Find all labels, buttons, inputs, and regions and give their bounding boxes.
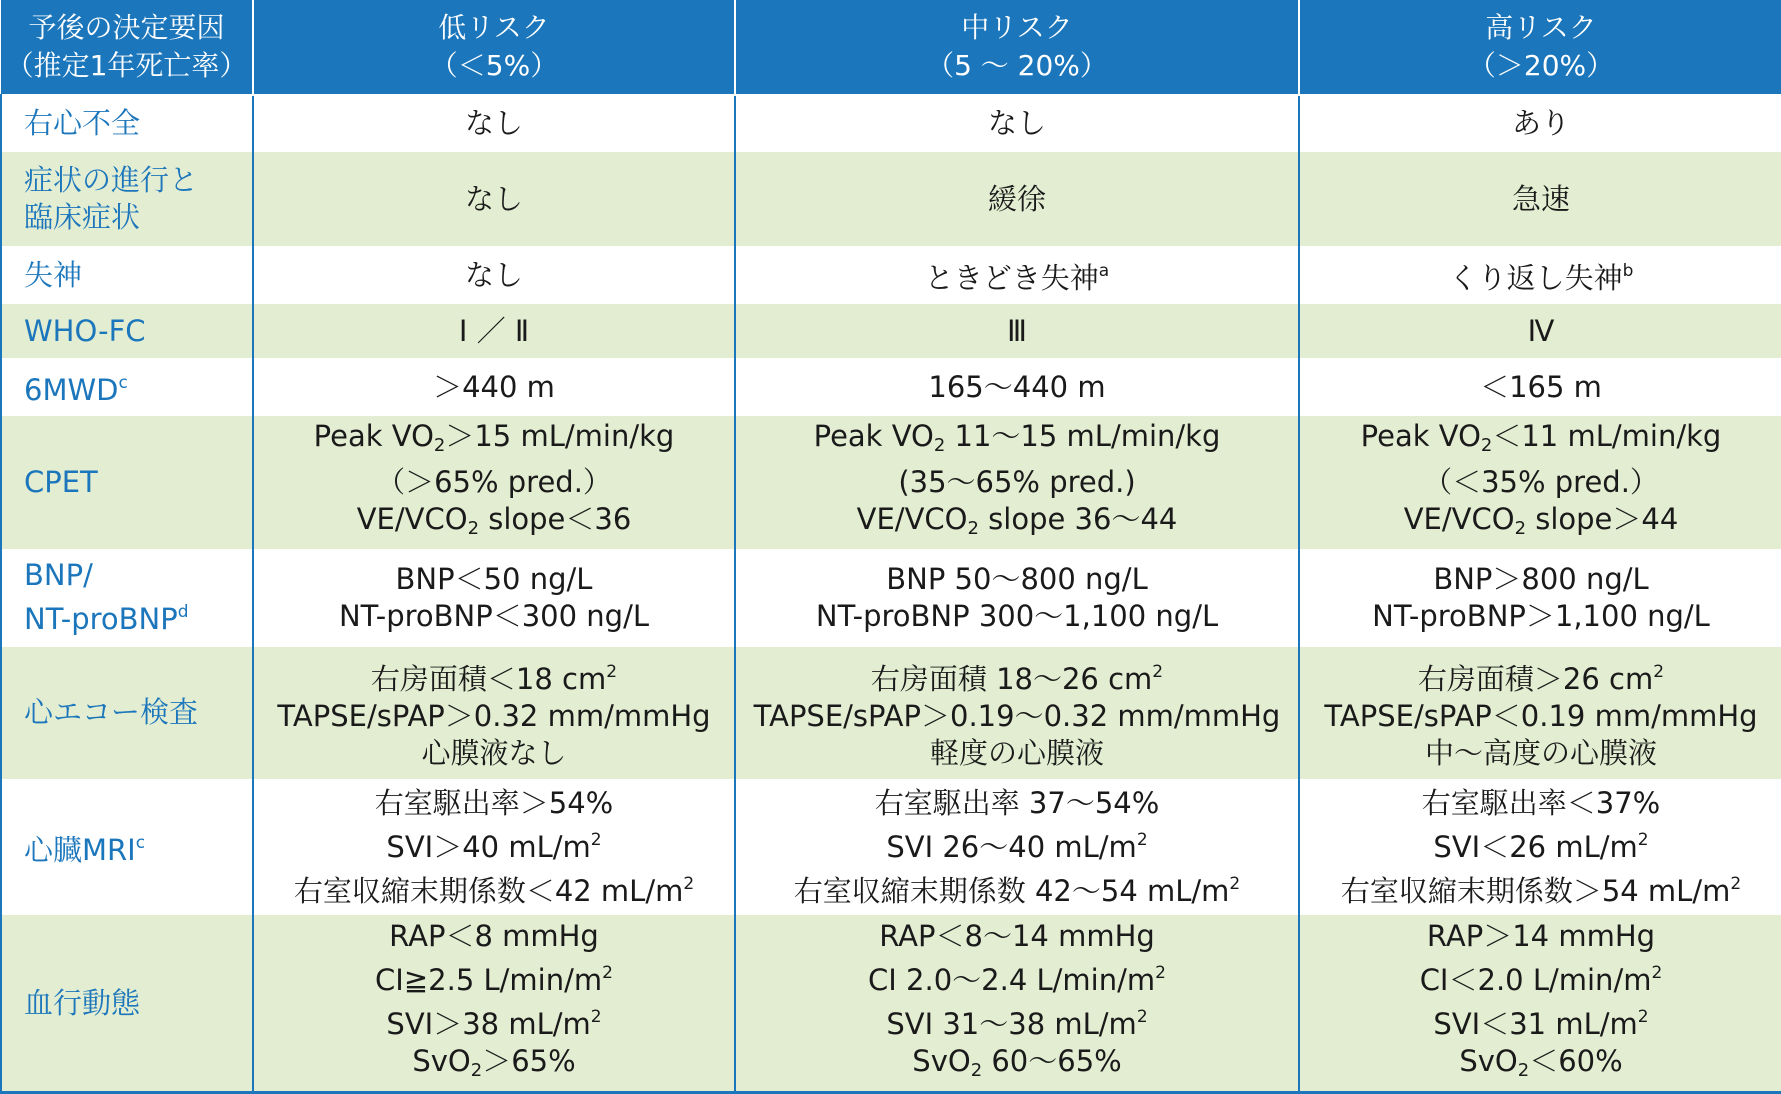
- table-row: [1, 303, 1781, 359]
- cell-text: ＞15 mL/min/kg: [445, 419, 675, 454]
- cell-line: [742, 501, 1292, 547]
- subscript: 2: [433, 435, 446, 457]
- header-text: （＞20%）: [1467, 49, 1615, 82]
- cell-text: Ⅰ ／ Ⅱ: [458, 313, 530, 348]
- cell-line: NT-proBNP＞1,100 ng/L: [1372, 598, 1710, 633]
- header-text: 高リスク: [1485, 11, 1597, 44]
- header-text: （＜5%）: [429, 49, 559, 82]
- superscript: 2: [606, 661, 618, 682]
- high-risk-cell: [1299, 95, 1781, 151]
- mid-risk-cell: [735, 780, 1299, 914]
- cell-text: 60～65%: [982, 1043, 1122, 1078]
- cell-line: [742, 822, 1292, 866]
- subscript: 2: [467, 518, 480, 540]
- cell-line: [260, 822, 728, 866]
- row-label-text: WHO-FC: [24, 313, 146, 348]
- cell-text: VE/VCO: [356, 502, 468, 537]
- header-text: （推定1年死亡率）: [5, 49, 248, 82]
- superscript: 2: [1651, 962, 1663, 983]
- subscript: 2: [970, 1059, 983, 1081]
- high-risk-cell: [1299, 780, 1781, 914]
- cell-text: SVI＜26 mL/m: [1433, 829, 1638, 864]
- cell-text: ＞440 m: [433, 369, 555, 404]
- row-label: [1, 914, 253, 1092]
- cell-line: [742, 955, 1292, 999]
- table-row: [1, 247, 1781, 303]
- table-row: [1, 780, 1781, 914]
- superscript: 2: [1653, 661, 1665, 682]
- cell-line: 右室駆出率＞54%: [374, 785, 614, 820]
- header-high-risk: [1299, 0, 1781, 95]
- cell-line: 右室駆出率 37～54%: [874, 785, 1160, 820]
- table-header-row: [1, 0, 1781, 95]
- cell-line: 右室駆出率＜37%: [1421, 785, 1661, 820]
- cell-text: 右室収縮末期係数 42～54 mL/m: [793, 873, 1230, 908]
- low-risk-cell: [253, 780, 735, 914]
- cell-line: [742, 999, 1292, 1043]
- mid-risk-cell: [735, 914, 1299, 1092]
- row-label: [1, 247, 253, 303]
- low-risk-cell: [253, 914, 735, 1092]
- subscript: 2: [1514, 518, 1527, 540]
- cell-text: SvO: [912, 1043, 971, 1078]
- cell-text: 右房面積 18～26 cm: [870, 661, 1153, 696]
- cell-line: [1306, 1043, 1776, 1089]
- cell-text: Peak VO: [813, 419, 934, 454]
- row-label-text: NT-proBNP: [24, 602, 178, 637]
- row-label: [1, 646, 253, 780]
- cell-text: SVI＞40 mL/m: [386, 829, 591, 864]
- cell-line: [742, 866, 1292, 910]
- footnote-marker: c: [118, 373, 128, 394]
- cell-text: Peak VO: [1360, 419, 1481, 454]
- cell-line: RAP＜8 mmHg: [389, 918, 599, 953]
- cell-text: Peak VO: [313, 419, 434, 454]
- cell-text: 急速: [1511, 181, 1570, 216]
- mid-risk-cell: [735, 359, 1299, 415]
- high-risk-cell: [1299, 914, 1781, 1092]
- subscript: 2: [933, 435, 946, 457]
- high-risk-cell: [1299, 151, 1781, 247]
- cell-text: CI 2.0～2.4 L/min/m: [868, 962, 1156, 997]
- cell-text: SVI 26～40 mL/m: [886, 829, 1137, 864]
- cell-line: RAP＞14 mmHg: [1426, 918, 1656, 953]
- cell-text: slope 36～44: [978, 502, 1178, 537]
- cell-line: [1306, 501, 1776, 547]
- footnote-marker: b: [1622, 261, 1634, 282]
- high-risk-cell: [1299, 303, 1781, 359]
- cell-line: RAP＜8～14 mmHg: [879, 918, 1155, 953]
- row-label-text: 臨床症状: [24, 200, 141, 235]
- header-mid-risk: [735, 0, 1299, 95]
- cell-text: ＜165 m: [1480, 369, 1602, 404]
- table-row: [1, 359, 1781, 415]
- cell-text: ＜11 mL/min/kg: [1492, 419, 1722, 454]
- low-risk-cell: [253, 247, 735, 303]
- row-label: [1, 780, 253, 914]
- superscript: 2: [602, 962, 613, 983]
- low-risk-cell: [253, 415, 735, 549]
- cell-text: CI≧2.5 L/min/m: [375, 962, 603, 997]
- cell-line: 心膜液なし: [421, 735, 567, 770]
- cell-text: slope＞44: [1526, 502, 1679, 537]
- mid-risk-cell: [735, 646, 1299, 780]
- superscript: 2: [1730, 873, 1742, 894]
- cell-text: なし: [987, 105, 1046, 140]
- cell-text: なし: [464, 105, 523, 140]
- row-label-text: CPET: [24, 465, 98, 500]
- superscript: 2: [683, 873, 695, 894]
- cell-text: ときどき失神: [924, 261, 1099, 296]
- cell-text: SVI＜31 mL/m: [1433, 1006, 1638, 1041]
- low-risk-cell: [253, 151, 735, 247]
- superscript: 2: [590, 829, 602, 850]
- cell-text: 右房面積＜18 cm: [370, 661, 607, 696]
- cell-line: [1306, 955, 1776, 999]
- header-text: 予後の決定要因: [28, 11, 225, 44]
- cell-line: [1306, 418, 1776, 464]
- row-label: [1, 359, 253, 415]
- superscript: 2: [1637, 829, 1649, 850]
- row-label-text: 6MWD: [24, 373, 119, 408]
- cell-text: くり返し失神: [1448, 261, 1623, 296]
- cell-line: NT-proBNP＜300 ng/L: [338, 598, 649, 633]
- cell-line: BNP＜50 ng/L: [395, 561, 593, 596]
- cell-line: （＜35% pred.）: [1423, 465, 1659, 500]
- cell-text: slope＜36: [479, 502, 632, 537]
- superscript: 2: [590, 1006, 602, 1027]
- low-risk-cell: [253, 550, 735, 646]
- cell-line: [260, 955, 728, 999]
- low-risk-cell: [253, 95, 735, 151]
- row-label-text: 血行動態: [24, 985, 141, 1020]
- cell-line: [742, 654, 1292, 698]
- cell-text: CI＜2.0 L/min/m: [1419, 962, 1652, 997]
- cell-text: あり: [1511, 105, 1570, 140]
- subscript: 2: [470, 1059, 483, 1081]
- mid-risk-cell: [735, 247, 1299, 303]
- row-label-text: 右心不全: [24, 105, 141, 140]
- mid-risk-cell: [735, 415, 1299, 549]
- cell-line: (35～65% pred.): [898, 465, 1136, 500]
- superscript: 2: [1637, 1006, 1649, 1027]
- mid-risk-cell: [735, 550, 1299, 646]
- cell-text: 緩徐: [987, 181, 1046, 216]
- cell-text: 165～440 m: [928, 369, 1106, 404]
- table-row: [1, 415, 1781, 549]
- high-risk-cell: [1299, 359, 1781, 415]
- footnote-marker: d: [177, 602, 189, 623]
- superscript: 2: [1229, 873, 1241, 894]
- mid-risk-cell: [735, 151, 1299, 247]
- cell-line: BNP 50～800 ng/L: [886, 561, 1148, 596]
- cell-line: TAPSE/sPAP＜0.19 mm/mmHg: [1324, 698, 1758, 733]
- subscript: 2: [1517, 1059, 1530, 1081]
- row-label: [1, 303, 253, 359]
- cell-text: なし: [464, 181, 523, 216]
- mid-risk-cell: [735, 303, 1299, 359]
- cell-line: BNP＞800 ng/L: [1433, 561, 1649, 596]
- table-row: [1, 151, 1781, 247]
- cell-text: ＜60%: [1529, 1043, 1623, 1078]
- row-label-text: [24, 594, 246, 638]
- row-label-text: 心臓MRI: [24, 833, 136, 868]
- subscript: 2: [1480, 435, 1493, 457]
- cell-line: [260, 501, 728, 547]
- low-risk-cell: [253, 646, 735, 780]
- row-label-text: 心エコー検査: [24, 695, 199, 730]
- footnote-marker: a: [1098, 261, 1110, 282]
- cell-text: VE/VCO: [1403, 502, 1515, 537]
- high-risk-cell: [1299, 415, 1781, 549]
- row-label: [1, 95, 253, 151]
- cell-line: TAPSE/sPAP＞0.32 mm/mmHg: [277, 698, 711, 733]
- cell-line: [742, 418, 1292, 464]
- cell-line: 軽度の心膜液: [929, 735, 1104, 770]
- footnote-marker: c: [135, 833, 146, 854]
- cell-line: [260, 418, 728, 464]
- cell-text: なし: [464, 257, 523, 292]
- cell-line: TAPSE/sPAP＞0.19～0.32 mm/mmHg: [753, 698, 1281, 733]
- high-risk-cell: [1299, 550, 1781, 646]
- cell-line: NT-proBNP 300～1,100 ng/L: [815, 598, 1219, 633]
- row-label: [1, 415, 253, 549]
- high-risk-cell: [1299, 247, 1781, 303]
- high-risk-cell: [1299, 646, 1781, 780]
- row-label-text: 症状の進行と: [24, 163, 199, 198]
- table-row: [1, 550, 1781, 646]
- header-text: （5 ～ 20%）: [926, 49, 1108, 82]
- header-text: 低リスク: [438, 11, 550, 44]
- superscript: 2: [1136, 1006, 1148, 1027]
- cell-text: SVI 31～38 mL/m: [886, 1006, 1137, 1041]
- cell-line: （＞65% pred.）: [376, 465, 612, 500]
- cell-line: [260, 999, 728, 1043]
- table-row: [1, 646, 1781, 780]
- superscript: 2: [1155, 962, 1166, 983]
- cell-line: [1306, 822, 1776, 866]
- cell-text: SvO: [1459, 1043, 1518, 1078]
- cell-text: Ⅳ: [1527, 313, 1555, 348]
- header-low-risk: [253, 0, 735, 95]
- cell-line: [260, 1043, 728, 1089]
- low-risk-cell: [253, 303, 735, 359]
- superscript: 2: [1136, 829, 1148, 850]
- cell-line: [260, 866, 728, 910]
- cell-text: SvO: [412, 1043, 471, 1078]
- row-label-text: BNP/: [24, 558, 93, 593]
- cell-text: SVI＞38 mL/m: [386, 1006, 591, 1041]
- cell-line: 中～高度の心膜液: [1424, 735, 1657, 770]
- table-row: [1, 914, 1781, 1092]
- cell-line: [1306, 999, 1776, 1043]
- cell-text: 右室収縮末期係数＞54 mL/m: [1340, 873, 1731, 908]
- cell-text: Ⅲ: [1007, 313, 1027, 348]
- cell-line: [260, 654, 728, 698]
- row-label: [1, 550, 253, 646]
- row-label-text: 失神: [24, 257, 83, 292]
- row-label: [1, 151, 253, 247]
- cell-text: 右室収縮末期係数＜42 mL/m: [293, 873, 684, 908]
- cell-text: VE/VCO: [856, 502, 968, 537]
- low-risk-cell: [253, 359, 735, 415]
- cell-line: [1306, 654, 1776, 698]
- table-row: [1, 95, 1781, 151]
- subscript: 2: [967, 518, 979, 540]
- mid-risk-cell: [735, 95, 1299, 151]
- cell-text: 右房面積＞26 cm: [1417, 661, 1654, 696]
- header-text: 中リスク: [961, 11, 1073, 44]
- cell-text: ＞65%: [482, 1043, 576, 1078]
- cell-line: [1306, 866, 1776, 910]
- header-determinants: [1, 0, 253, 95]
- cell-text: 11～15 mL/min/kg: [945, 419, 1221, 454]
- cell-line: [742, 1043, 1292, 1089]
- superscript: 2: [1152, 661, 1164, 682]
